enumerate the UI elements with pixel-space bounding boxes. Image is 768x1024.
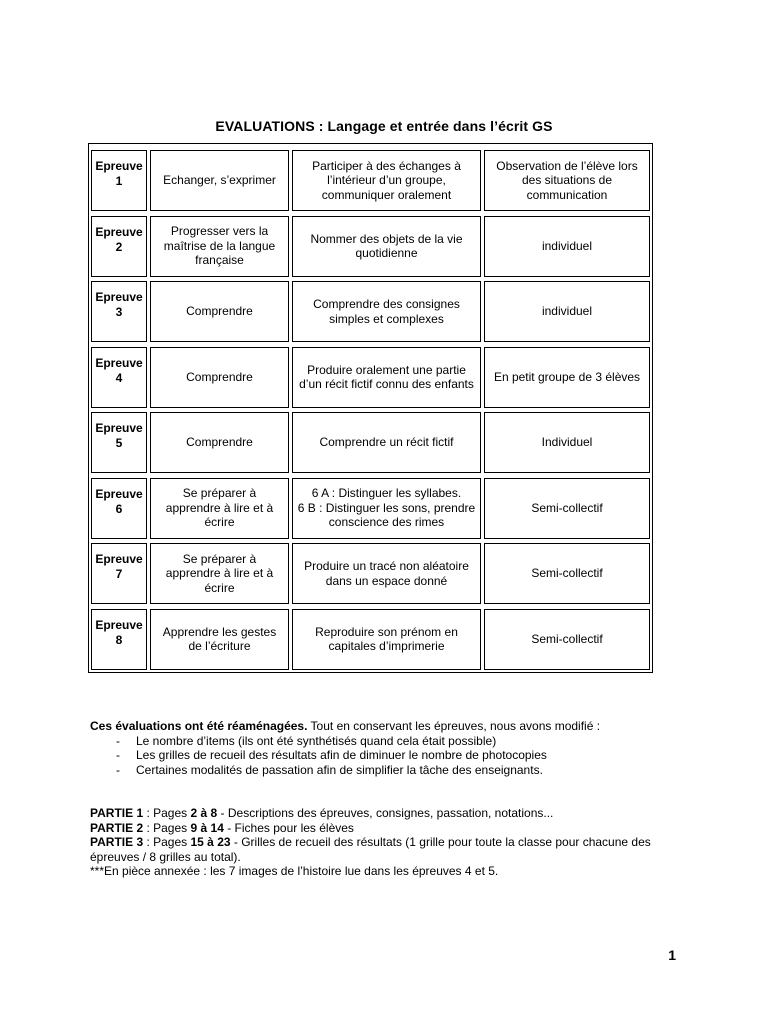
test-number-cell: [91, 609, 147, 670]
evaluations-table: [88, 143, 653, 673]
partie-2-text: : Pages: [143, 820, 191, 835]
intro-text: Tout en conservant les épreuves, nous avons modifié :: [307, 719, 601, 733]
mode-cell: [484, 281, 650, 342]
task-text: Comprendre un récit fictif: [319, 435, 454, 450]
page-number: 1: [668, 947, 676, 963]
test-number-text: Epreuve 1: [95, 159, 143, 188]
task-text: Reproduire son prénom en capitales d’imprimerie: [315, 624, 458, 653]
mode-cell: [484, 150, 650, 211]
partie-2-pages: 9 à 14: [190, 820, 224, 835]
test-number-cell: [91, 412, 147, 473]
mode-text: Semi-collectif: [531, 631, 603, 646]
task-cell: [292, 609, 481, 670]
domain-cell: [150, 412, 289, 473]
domain-cell: [150, 609, 289, 670]
partie-3-desc: - Grilles de recueil des résultats (1 grille pour toute la classe pour chacune des épreuves / 8 grilles au total).: [90, 835, 651, 864]
test-number-cell: [91, 216, 147, 277]
partie-1-line: [90, 806, 690, 821]
domain-text: Comprendre: [186, 435, 253, 450]
domain-text: Apprendre les gestes de l’écriture: [162, 624, 277, 653]
partie-3-pages: 15 à 23: [190, 835, 231, 849]
annex-note: ***En pièce annexée : les 7 images de l’histoire lue dans les épreuves 4 et 5.: [90, 864, 499, 878]
mode-cell: [484, 412, 650, 473]
partie-3-label: PARTIE 3: [90, 835, 144, 849]
test-number-text: Epreuve 3: [95, 290, 143, 319]
domain-cell: [150, 478, 289, 539]
mode-cell: [484, 609, 650, 670]
domain-text: Echanger, s’exprimer: [163, 173, 276, 188]
task-cell: [292, 281, 481, 342]
mode-cell: [484, 478, 650, 539]
test-number-text: Epreuve 5: [95, 421, 143, 450]
domain-cell: [150, 543, 289, 604]
partie-3-text: : Pages: [143, 835, 191, 849]
domain-text: Progresser vers la maîtrise de la langue française: [163, 224, 276, 268]
bullet-dash: -: [116, 733, 120, 748]
domain-cell: [150, 281, 289, 342]
page-title: EVALUATIONS : Langage et entrée dans l’écrit GS: [215, 118, 553, 134]
partie-1-text: : Pages: [143, 806, 191, 820]
test-number-text: Epreuve 2: [95, 224, 143, 254]
task-text: Participer à des échanges à l’intérieur d’un groupe, communiquer oralement: [312, 158, 461, 202]
task-cell: [292, 347, 481, 408]
test-number-cell: [91, 347, 147, 408]
domain-cell: [150, 150, 289, 211]
partie-2-line: [90, 821, 690, 836]
bullet-dash: -: [116, 748, 120, 762]
list-item: [90, 763, 690, 778]
test-number-cell: [91, 150, 147, 211]
intro-paragraph: [90, 719, 690, 734]
task-cell: [292, 150, 481, 211]
domain-text: Se préparer à apprendre à lire et à écrire: [165, 551, 274, 595]
partie-3-line: [90, 835, 690, 864]
test-number-cell: [91, 543, 147, 604]
mode-text: Individuel: [541, 435, 593, 450]
mode-cell: [484, 543, 650, 604]
task-cell: [292, 412, 481, 473]
task-cell: [292, 543, 481, 604]
list-item-text: Le nombre d’items (ils ont été synthétisés quand cela était possible): [136, 733, 497, 748]
partie-1-label: PARTIE 1: [90, 806, 144, 820]
test-number-cell: [91, 478, 147, 539]
list-item: [90, 734, 690, 749]
test-number-cell: [91, 281, 147, 342]
test-number-text: Epreuve 6: [95, 486, 143, 516]
test-number-text: Epreuve 4: [95, 355, 143, 385]
mode-text: Semi-collectif: [531, 500, 603, 515]
task-text: Comprendre des consignes simples et complexes: [313, 297, 460, 326]
test-number-text: Epreuve 8: [95, 617, 143, 647]
partie-1-pages: 2 à 8: [190, 806, 218, 820]
mode-text: Observation de l’élève lors des situations de communication: [496, 158, 638, 202]
mode-text: En petit groupe de 3 élèves: [493, 369, 641, 384]
task-text: Produire un tracé non aléatoire dans un espace donné: [304, 559, 469, 588]
notes-section: [90, 719, 690, 879]
intro-bold: Ces évaluations ont été réaménagées.: [90, 719, 308, 733]
domain-cell: [150, 216, 289, 277]
test-number-text: Epreuve 7: [95, 552, 143, 581]
partie-1-desc: - Descriptions des épreuves, consignes, passation, notations...: [217, 806, 554, 820]
domain-cell: [150, 347, 289, 408]
task-text: Produire oralement une partie d’un récit fictif connu des enfants: [299, 362, 474, 391]
mode-text: individuel: [541, 238, 593, 253]
domain-text: Se préparer à apprendre à lire et à écrire: [165, 486, 274, 530]
bullet-dash: -: [116, 762, 120, 777]
changes-list: [90, 734, 690, 778]
list-item-text: Certaines modalités de passation afin de simplifier la tâche des enseignants.: [136, 762, 543, 777]
list-item: [90, 748, 690, 763]
task-text: 6 A : Distinguer les syllabes. 6 B : Distinguer les sons, prendre conscience des rimes: [297, 486, 476, 530]
domain-text: Comprendre: [186, 369, 253, 384]
task-text: Nommer des objets de la vie quotidienne: [310, 231, 463, 260]
task-cell: [292, 216, 481, 277]
partie-2-label: PARTIE 2: [90, 820, 144, 835]
mode-text: individuel: [541, 304, 593, 319]
partie-2-desc: - Fiches pour les élèves: [223, 820, 354, 835]
mode-cell: [484, 216, 650, 277]
task-cell: [292, 478, 481, 539]
mode-text: Semi-collectif: [531, 566, 603, 581]
list-item-text: Les grilles de recueil des résultats afin de diminuer le nombre de photocopies: [136, 748, 547, 762]
mode-cell: [484, 347, 650, 408]
domain-text: Comprendre: [186, 304, 253, 319]
